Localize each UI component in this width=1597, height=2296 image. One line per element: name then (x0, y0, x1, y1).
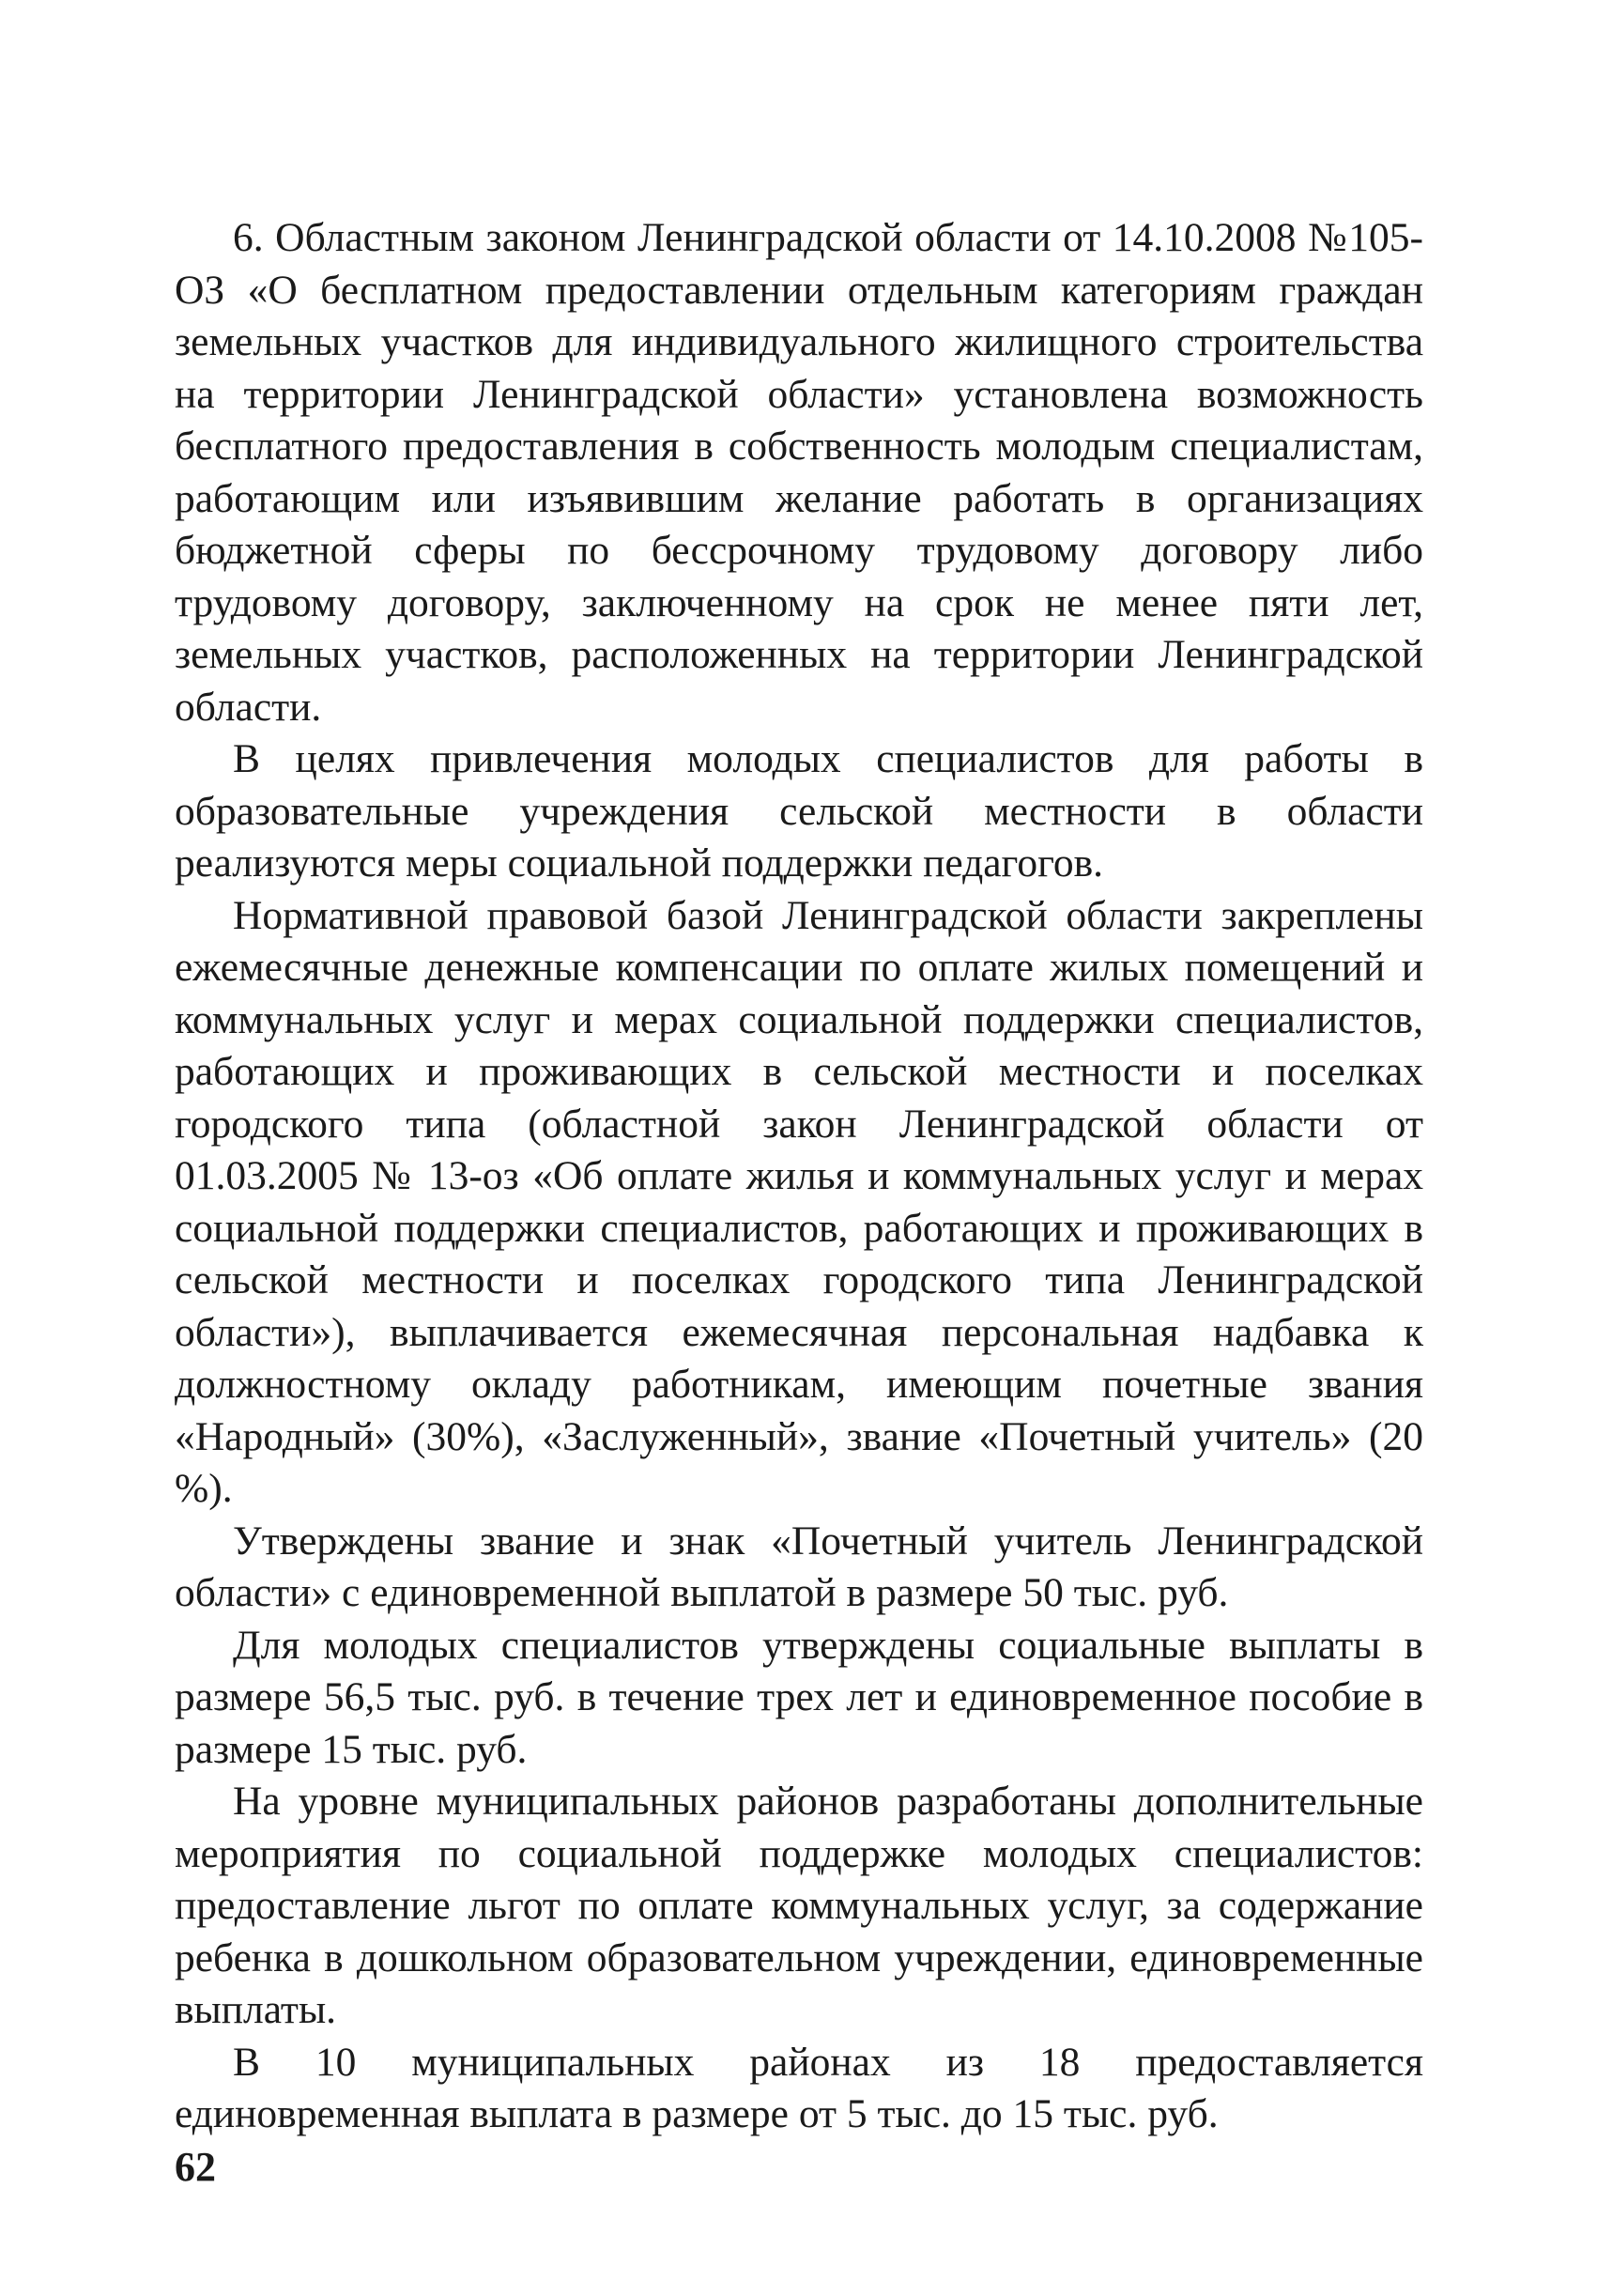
page-body (175, 212, 1423, 2141)
paragraph-municipal-measures: На уровне муниципальных районов разработаны дополнительные мероприятия по социальной поддержке молодых специалистов: предоставление льгот по оплате коммунальных услуг, за содержание ребенка в дошкольном образовательном учреждении, единовременные выплаты. (175, 1779, 1423, 2032)
paragraph-support-measures: В целях привлечения молодых специалистов для работы в образовательные учреждения сельской местности в области реализуются меры социальной поддержки педагогов. (175, 736, 1423, 886)
page-number: 62 (175, 2144, 216, 2190)
paragraph-young-specialists-payments: Для молодых специалистов утверждены социальные выплаты в размере 56,5 тыс. руб. в течение трех лет и единовременное пособие в размере 15 тыс. руб. (175, 1622, 1423, 1772)
paragraph-land-law: 6. Областным законом Ленинградской области от 14.10.2008 №105-ОЗ «О бесплатном предоставлении отдельным категориям граждан земельных участков для индивидуального жилищного строительства на территории Ленинградской области» установлена возможность бесплатного предоставления в собственность молодым специалистам, работающим или изъявившим желание работать в организациях бюджетной сферы по бессрочному трудовому договору либо трудовому договору, заключенному на срок не менее пяти лет, земельных участков, расположенных на территории Ленинградской области. (175, 215, 1423, 730)
paragraph-compensations: Нормативной правовой базой Ленинградской области закреплены ежемесячные денежные компенсации по оплате жилых помещений и коммунальных услуг и мерах социальной поддержки специалистов, работающих и проживающих в сельской местности и поселках городского типа (областной закон Ленинградской области от 01.03.2005 № 13-оз «Об оплате жилья и коммунальных услуг и мерах социальной поддержки специалистов, работающих и проживающих в сельской местности и поселках городского типа Ленинградской области»), выплачивается ежемесячная персональная надбавка к должностному окладу работникам, имеющим почетные звания «Народный» (30%), «Заслуженный», звание «Почетный учитель» (20 %). (175, 892, 1423, 1511)
paragraph-lump-sum-payment: В 10 муниципальных районах из 18 предоставляется единовременная выплата в размере от 5 тыс. до 15 тыс. руб. (175, 2039, 1423, 2136)
paragraph-honorary-teacher: Утверждены звание и знак «Почетный учитель Ленинградской области» с единовременной выплатой в размере 50 тыс. руб. (175, 1518, 1423, 1615)
